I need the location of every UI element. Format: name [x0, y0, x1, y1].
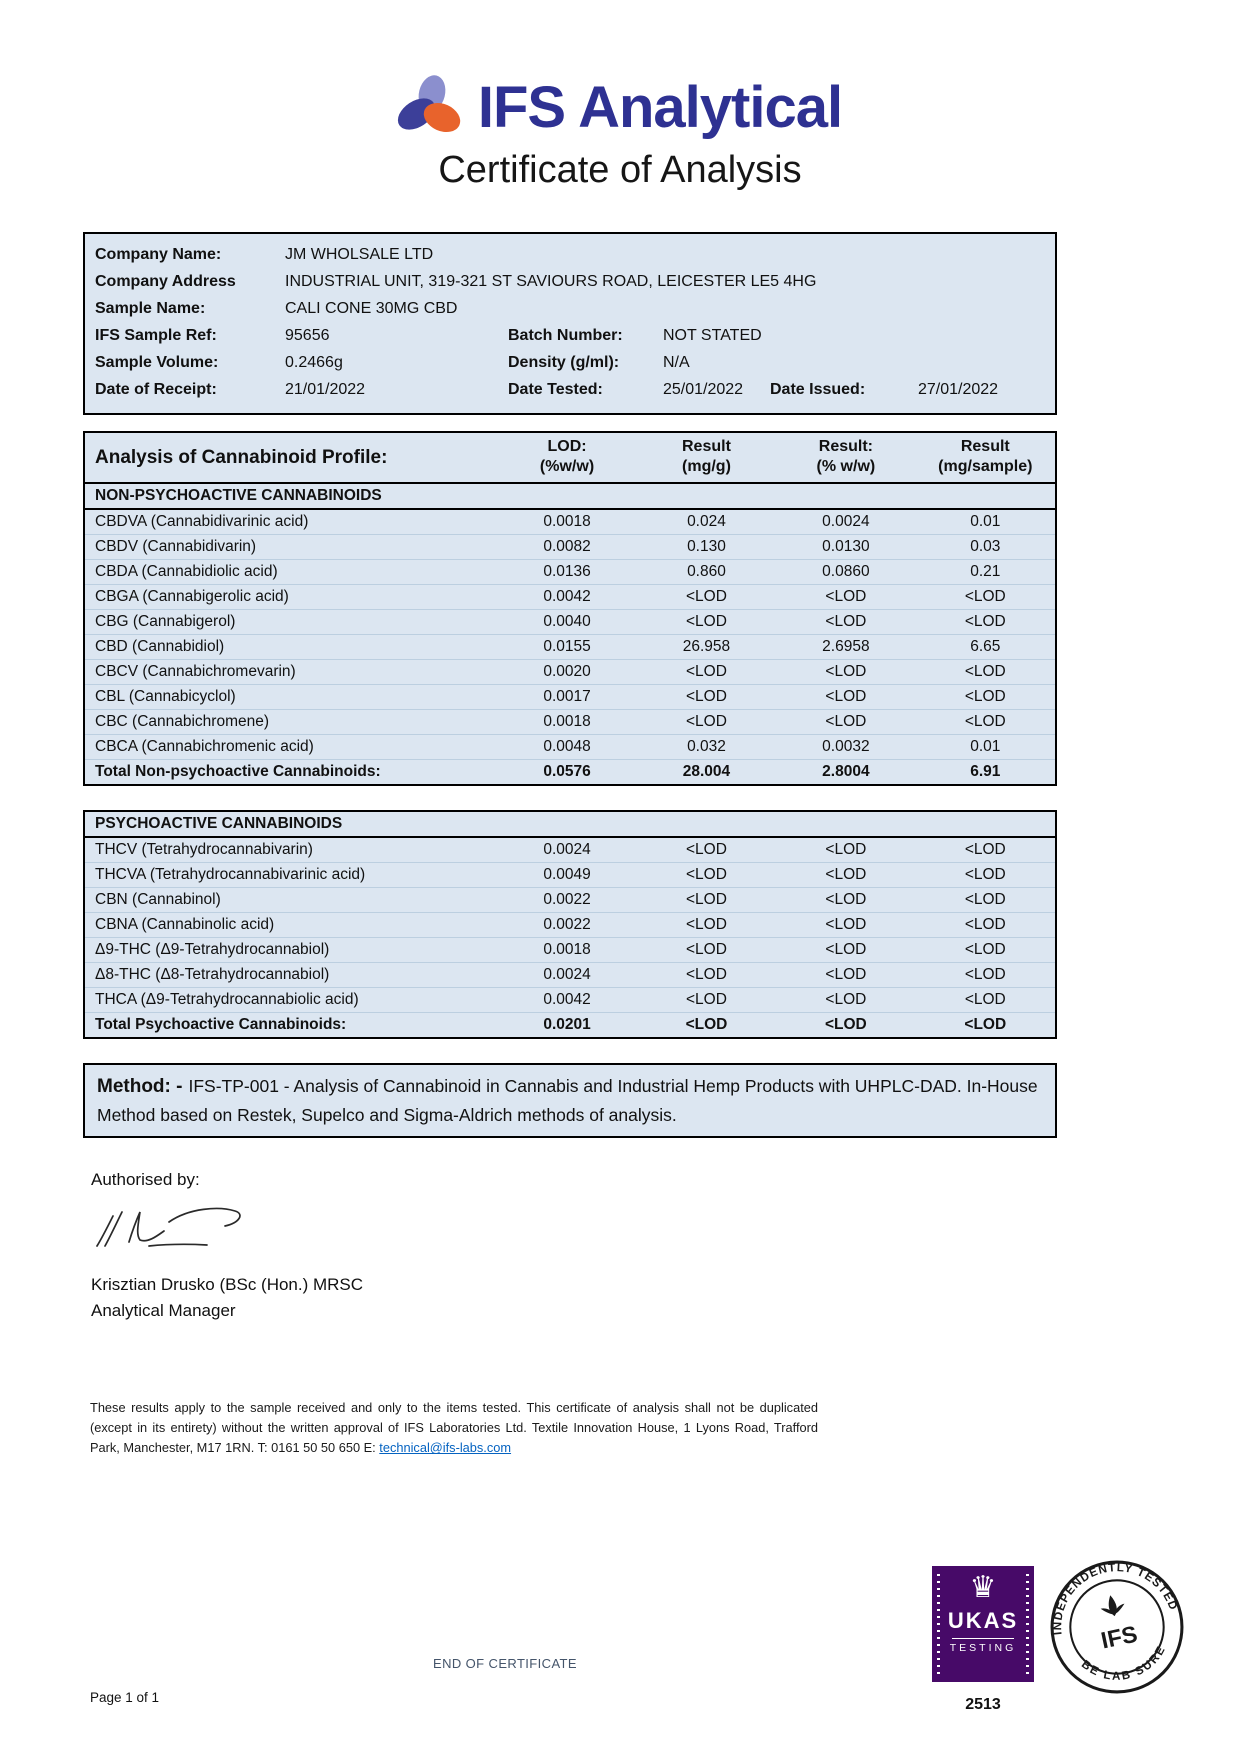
non-psychoactive-section-header: NON-PSYCHOACTIVE CANNABINOIDS [85, 484, 1055, 510]
lod-value: 0.0024 [543, 841, 591, 858]
lod-value: 0.0049 [543, 866, 591, 883]
analyte-name: CBC (Cannabichromene) [95, 713, 270, 730]
result-pctww-value: <LOD [825, 966, 867, 983]
result-mgsample-value: 6.65 [970, 638, 1001, 655]
signature-image [89, 1200, 279, 1258]
result-mgsample-value: <LOD [964, 891, 1006, 908]
result-mgg-value: 0.032 [687, 738, 726, 755]
lod-value: 0.0201 [543, 1016, 591, 1033]
table-row [85, 634, 1055, 659]
result-mgsample-value: 0.21 [970, 563, 1001, 580]
analyte-name: CBDV (Cannabidivarin) [95, 538, 257, 555]
analyte-name: Total Psychoactive Cannabinoids: [95, 1016, 347, 1033]
result-mgg-value: <LOD [685, 941, 727, 958]
result-mgsample-value: 0.01 [970, 513, 1001, 530]
result-mgsample-value: <LOD [964, 941, 1006, 958]
analyte-name: CBG (Cannabigerol) [95, 613, 236, 630]
result-pctww-value: 0.0032 [822, 738, 870, 755]
lod-value: 0.0018 [543, 513, 591, 530]
signer-role: Analytical Manager [91, 1301, 236, 1321]
table-row [85, 887, 1055, 912]
ifs-round-stamp [1035, 1545, 1199, 1709]
psychoactive-rows [85, 838, 1055, 1037]
result-mgg-value: 0.860 [687, 563, 726, 580]
date-receipt-value: 21/01/2022 [285, 381, 366, 398]
table-row [85, 684, 1055, 709]
ifs-logo-icon [398, 75, 462, 141]
result-mgg-value: 28.004 [682, 763, 731, 780]
lod-value: 0.0022 [543, 916, 591, 933]
sample-name-label: Sample Name: [95, 300, 206, 317]
company-name-value: JM WHOLSALE LTD [285, 246, 434, 263]
analyte-name: CBD (Cannabidiol) [95, 638, 225, 655]
result-pctww-value: <LOD [824, 1016, 867, 1033]
result-pctww-value: <LOD [825, 588, 867, 605]
crown-icon: ♛ [969, 1570, 997, 1605]
cannabinoid-profile-table [83, 431, 1057, 786]
lod-value: 0.0576 [543, 763, 591, 780]
result-mgsample-value: 0.01 [970, 738, 1001, 755]
density-value: N/A [663, 354, 690, 371]
result-mgg-value: <LOD [685, 966, 727, 983]
result-pctww-value: <LOD [825, 713, 867, 730]
result-mgg-value: <LOD [685, 841, 727, 858]
ukas-number: 2513 [965, 1696, 1001, 1713]
result-mgsample-value: <LOD [964, 688, 1006, 705]
result-mgg-value: <LOD [685, 713, 727, 730]
result-mgg-value: 0.130 [687, 538, 726, 555]
table-row [85, 937, 1055, 962]
result-mgsample-value: <LOD [964, 991, 1006, 1008]
table-row [85, 534, 1055, 559]
method-box [83, 1063, 1057, 1138]
table-row [85, 609, 1055, 634]
result-mgsample-value: <LOD [964, 866, 1006, 883]
lod-value: 0.0155 [543, 638, 591, 655]
ifs-sample-ref-label: IFS Sample Ref: [95, 327, 217, 344]
lod-value: 0.0020 [543, 663, 591, 680]
stamp-center-text: IFS [1098, 1620, 1140, 1654]
analyte-name: CBDVA (Cannabidivarinic acid) [95, 513, 309, 530]
result-mgg-value: <LOD [685, 588, 727, 605]
lod-value: 0.0040 [543, 613, 591, 630]
result-pctww-value: <LOD [825, 663, 867, 680]
lod-value: 0.0048 [543, 738, 591, 755]
col-header-result-mgg: Result (mg/g) [682, 438, 731, 475]
result-mgsample-value: <LOD [964, 916, 1006, 933]
result-mgsample-value: <LOD [964, 966, 1006, 983]
cannabinoid-table-header [85, 433, 1055, 484]
result-pctww-value: 2.8004 [822, 763, 870, 780]
ukas-testing-logo [932, 1566, 1034, 1682]
method-label: Method: - [97, 1076, 183, 1097]
date-issued-value: 27/01/2022 [918, 381, 999, 398]
col-header-lod: LOD: (%w/w) [539, 438, 595, 475]
method-text: IFS-TP-001 - Analysis of Cannabinoid in Cannabis and Industrial Hemp Products with UHPLC-DAD. In-House Method based on Restek, Supelco and Sigma-Aldrich methods of analysis. [97, 1076, 1038, 1125]
density-label: Density (g/ml): [508, 354, 620, 371]
result-mgsample-value: 6.91 [970, 763, 1001, 780]
result-pctww-value: <LOD [825, 688, 867, 705]
info-row-company-name [85, 241, 1055, 268]
analyte-name: THCA (Δ9-Tetrahydrocannabiolic acid) [95, 991, 359, 1008]
company-address-label: Company Address [95, 273, 236, 290]
table-row [85, 510, 1055, 534]
table-row [85, 912, 1055, 937]
result-mgsample-value: <LOD [964, 663, 1006, 680]
date-receipt-label: Date of Receipt: [95, 381, 217, 398]
table-row [85, 709, 1055, 734]
table-row [85, 862, 1055, 887]
result-mgg-value: 0.024 [687, 513, 726, 530]
batch-number-label: Batch Number: [508, 327, 623, 344]
info-row-sample-ref [85, 322, 1055, 349]
analyte-name: CBNA (Cannabinolic acid) [95, 916, 275, 933]
result-mgg-value: <LOD [685, 688, 727, 705]
result-mgsample-value: 0.03 [970, 538, 1001, 555]
company-name-label: Company Name: [95, 246, 222, 263]
analyte-name: Δ9-THC (Δ9-Tetrahydrocannabiol) [95, 941, 330, 958]
document-title: Certificate of Analysis [438, 149, 802, 191]
result-mgsample-value: <LOD [964, 588, 1006, 605]
result-mgg-value: <LOD [685, 916, 727, 933]
result-mgg-value: <LOD [685, 613, 727, 630]
result-pctww-value: <LOD [825, 866, 867, 883]
authorised-by-label: Authorised by: [91, 1169, 200, 1189]
brand-name: IFS Analytical [477, 75, 843, 140]
lod-value: 0.0042 [543, 588, 591, 605]
analyte-name: Δ8-THC (Δ8-Tetrahydrocannabiol) [95, 966, 330, 983]
table-row [85, 838, 1055, 862]
result-mgsample-value: <LOD [964, 841, 1006, 858]
result-mgg-value: <LOD [685, 663, 727, 680]
col-header-result-pctww: Result: (% w/w) [816, 438, 876, 475]
info-row-sample-volume [85, 349, 1055, 376]
lod-value: 0.0018 [543, 713, 591, 730]
sample-volume-label: Sample Volume: [95, 354, 219, 371]
table-row [85, 987, 1055, 1012]
batch-number-value: NOT STATED [663, 327, 762, 344]
result-mgg-value: <LOD [685, 1016, 728, 1033]
table-row [85, 559, 1055, 584]
result-pctww-value: <LOD [825, 891, 867, 908]
analyte-name: CBDA (Cannabidiolic acid) [95, 563, 278, 580]
date-issued-label: Date Issued: [770, 381, 866, 398]
result-mgg-value: 26.958 [682, 638, 731, 655]
signer-block [91, 1272, 1057, 1325]
result-pctww-value: <LOD [825, 613, 867, 630]
company-address-value: INDUSTRIAL UNIT, 319-321 ST SAVIOURS ROAD, LEICESTER LE5 4HG [285, 273, 817, 290]
col-header-result-mgsample: Result (mg/sample) [938, 438, 1033, 475]
psychoactive-section-header: PSYCHOACTIVE CANNABINOIDS [85, 812, 1055, 838]
result-pctww-value: <LOD [825, 841, 867, 858]
lod-value: 0.0136 [543, 563, 591, 580]
result-pctww-value: 0.0860 [822, 563, 870, 580]
analyte-name: THCVA (Tetrahydrocannabivarinic acid) [95, 866, 366, 883]
ifs-sample-ref-value: 95656 [285, 327, 330, 344]
analyte-name: CBCA (Cannabichromenic acid) [95, 738, 314, 755]
page-number: Page 1 of 1 [90, 1690, 160, 1705]
analyte-name: Total Non-psychoactive Cannabinoids: [95, 763, 381, 780]
leaf-icon [1098, 1593, 1126, 1619]
table-row [85, 962, 1055, 987]
result-mgsample-value: <LOD [964, 613, 1006, 630]
psychoactive-table [83, 810, 1057, 1039]
result-pctww-value: <LOD [825, 991, 867, 1008]
ukas-acronym: UKAS [947, 1608, 1019, 1633]
info-row-dates [85, 376, 1055, 403]
sample-name-value: CALI CONE 30MG CBD [285, 300, 458, 317]
result-mgg-value: <LOD [685, 991, 727, 1008]
result-pctww-value: <LOD [825, 916, 867, 933]
lod-value: 0.0024 [543, 966, 591, 983]
stamp-arc-bottom-text: BE LAB SURE [1078, 1642, 1169, 1683]
analyte-name: CBCV (Cannabichromevarin) [95, 663, 296, 680]
table-row [85, 734, 1055, 759]
technical-email-link[interactable]: technical@ifs-labs.com [379, 1440, 512, 1456]
analyte-name: CBN (Cannabinol) [95, 891, 221, 908]
lod-value: 0.0022 [543, 891, 591, 908]
result-pctww-value: <LOD [825, 941, 867, 958]
analyte-name: THCV (Tetrahydrocannabivarin) [95, 841, 313, 858]
info-row-sample-name [85, 295, 1055, 322]
end-of-certificate-label: END OF CERTIFICATE [433, 1656, 577, 1671]
lod-value: 0.0042 [543, 991, 591, 1008]
ifs-analytical-logo [0, 0, 1240, 141]
non-psychoactive-rows [85, 510, 1055, 784]
analysis-title: Analysis of Cannabinoid Profile: [95, 446, 388, 468]
analyte-name: CBGA (Cannabigerolic acid) [95, 588, 289, 605]
result-pctww-value: 2.6958 [822, 638, 870, 655]
signer-name: Krisztian Drusko (BSc (Hon.) MRSC [91, 1274, 364, 1294]
info-row-company-address [85, 268, 1055, 295]
table-row [85, 759, 1055, 784]
analyte-name: CBL (Cannabicyclol) [95, 688, 236, 705]
result-mgsample-value: <LOD [964, 713, 1006, 730]
date-tested-value: 25/01/2022 [663, 381, 744, 398]
sample-info-table [83, 232, 1057, 415]
result-pctww-value: 0.0024 [822, 513, 870, 530]
sample-volume-value: 0.2466g [285, 354, 343, 371]
result-pctww-value: 0.0130 [822, 538, 870, 555]
table-row [85, 1012, 1055, 1037]
footer-disclaimer: These results apply to the sample received and only to the items tested. This certificate of analysis shall not be duplicated (except in its entirety) without the written approval of IFS Laboratories Ltd. Textile Innovation House, 1 Lyons Road, Trafford Park, Manchester, M17 1RN. T: 0161 50 50 650 E: technical@ifs-labs.com [90, 1400, 818, 1456]
result-mgsample-value: <LOD [964, 1016, 1007, 1033]
lod-value: 0.0017 [543, 688, 591, 705]
ukas-divider [952, 1638, 1014, 1639]
ukas-testing-label: TESTING [949, 1642, 1017, 1654]
lod-value: 0.0082 [543, 538, 591, 555]
result-mgg-value: <LOD [685, 891, 727, 908]
table-row [85, 659, 1055, 684]
date-tested-label: Date Tested: [508, 381, 603, 398]
lod-value: 0.0018 [543, 941, 591, 958]
result-mgg-value: <LOD [685, 866, 727, 883]
stamp-arc-top-text: INDEPENDENTLY TESTED [1051, 1561, 1181, 1636]
table-row [85, 584, 1055, 609]
